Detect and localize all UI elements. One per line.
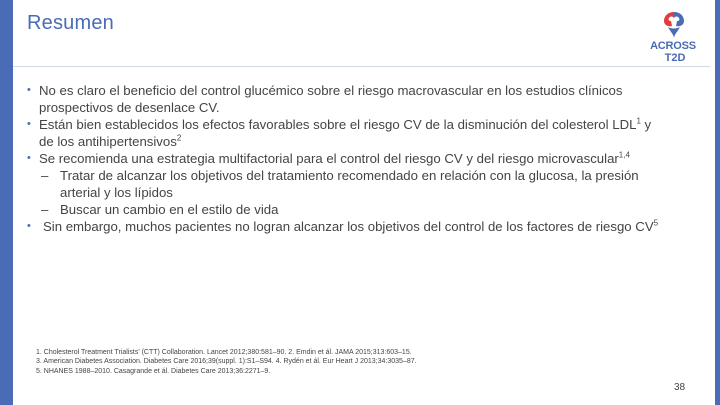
dash-icon: – bbox=[41, 168, 49, 183]
slide-title: Resumen bbox=[27, 12, 114, 34]
bullet-dot-icon: • bbox=[27, 118, 31, 130]
citation-superscript: 5 bbox=[653, 218, 659, 228]
page-number: 38 bbox=[674, 382, 686, 393]
title-divider bbox=[13, 66, 710, 67]
citation-superscript: 1,4 bbox=[618, 150, 630, 160]
across-t2d-logo bbox=[646, 8, 704, 64]
right-accent-bar bbox=[715, 0, 720, 405]
citation-superscript: 2 bbox=[176, 133, 182, 143]
bullet-text: Están bien establecidos los efectos favorables sobre el riesgo CV de la disminución del colesterol LDL bbox=[39, 117, 637, 132]
bullet-text: Sin embargo, muchos pacientes no logran alcanzar los objetivos del control de los factores de riesgo CV bbox=[43, 219, 654, 234]
dash-icon: – bbox=[41, 202, 49, 217]
sub-bullet-text: Tratar de alcanzar los objetivos del tratamiento recomendado en relación con la glucosa, la presión arterial y los lípidos bbox=[60, 168, 639, 200]
logo-text-line2: T2D bbox=[664, 52, 686, 64]
logo-heart-icon bbox=[658, 8, 690, 40]
slide-content bbox=[27, 82, 667, 235]
logo-text-line1: ACROSS bbox=[650, 40, 696, 52]
bullet-dot-icon: • bbox=[27, 152, 31, 164]
bullet-item bbox=[27, 218, 667, 235]
bullet-text: Se recomienda una estrategia multifactorial para el control del riesgo CV y del riesgo microvascular bbox=[39, 151, 619, 166]
bullet-text: No es claro el beneficio del control glucémico sobre el riesgo macrovascular en los estudios clínicos prospectivos de desenlace CV. bbox=[39, 83, 623, 115]
bullet-dot-icon: • bbox=[27, 84, 31, 96]
reference-line: 1. Cholesterol Treatment Trialists' (CTT) Collaboration. Lancet 2012;380:581–90. 2. Emdin et ál. JAMA 2015;313:603–15. bbox=[36, 349, 412, 356]
citation-superscript: 1 bbox=[636, 116, 641, 126]
bullet-dot-icon: • bbox=[27, 220, 31, 232]
bullet-item bbox=[27, 150, 667, 167]
reference-line: 5. NHANES 1988–2010. Casagrande et ál. Diabetes Care 2013;36:2271–9. bbox=[36, 367, 271, 375]
left-accent-bar bbox=[0, 0, 13, 405]
references bbox=[36, 348, 596, 376]
bullet-text-continued: y de los antihipertensivos bbox=[39, 117, 652, 149]
reference-line: 3. American Diabetes Association. Diabetes Care 2016;39(suppl. 1):S1–S94. 4. Rydén et ál. Eur Heart J 2013;34:3035–87. bbox=[36, 358, 417, 366]
bullet-item bbox=[27, 82, 667, 116]
bullet-item bbox=[27, 116, 667, 150]
sub-bullet-text: Buscar un cambio en el estilo de vida bbox=[60, 202, 279, 217]
sub-bullet-item bbox=[27, 201, 667, 218]
sub-bullet-item bbox=[27, 167, 667, 201]
